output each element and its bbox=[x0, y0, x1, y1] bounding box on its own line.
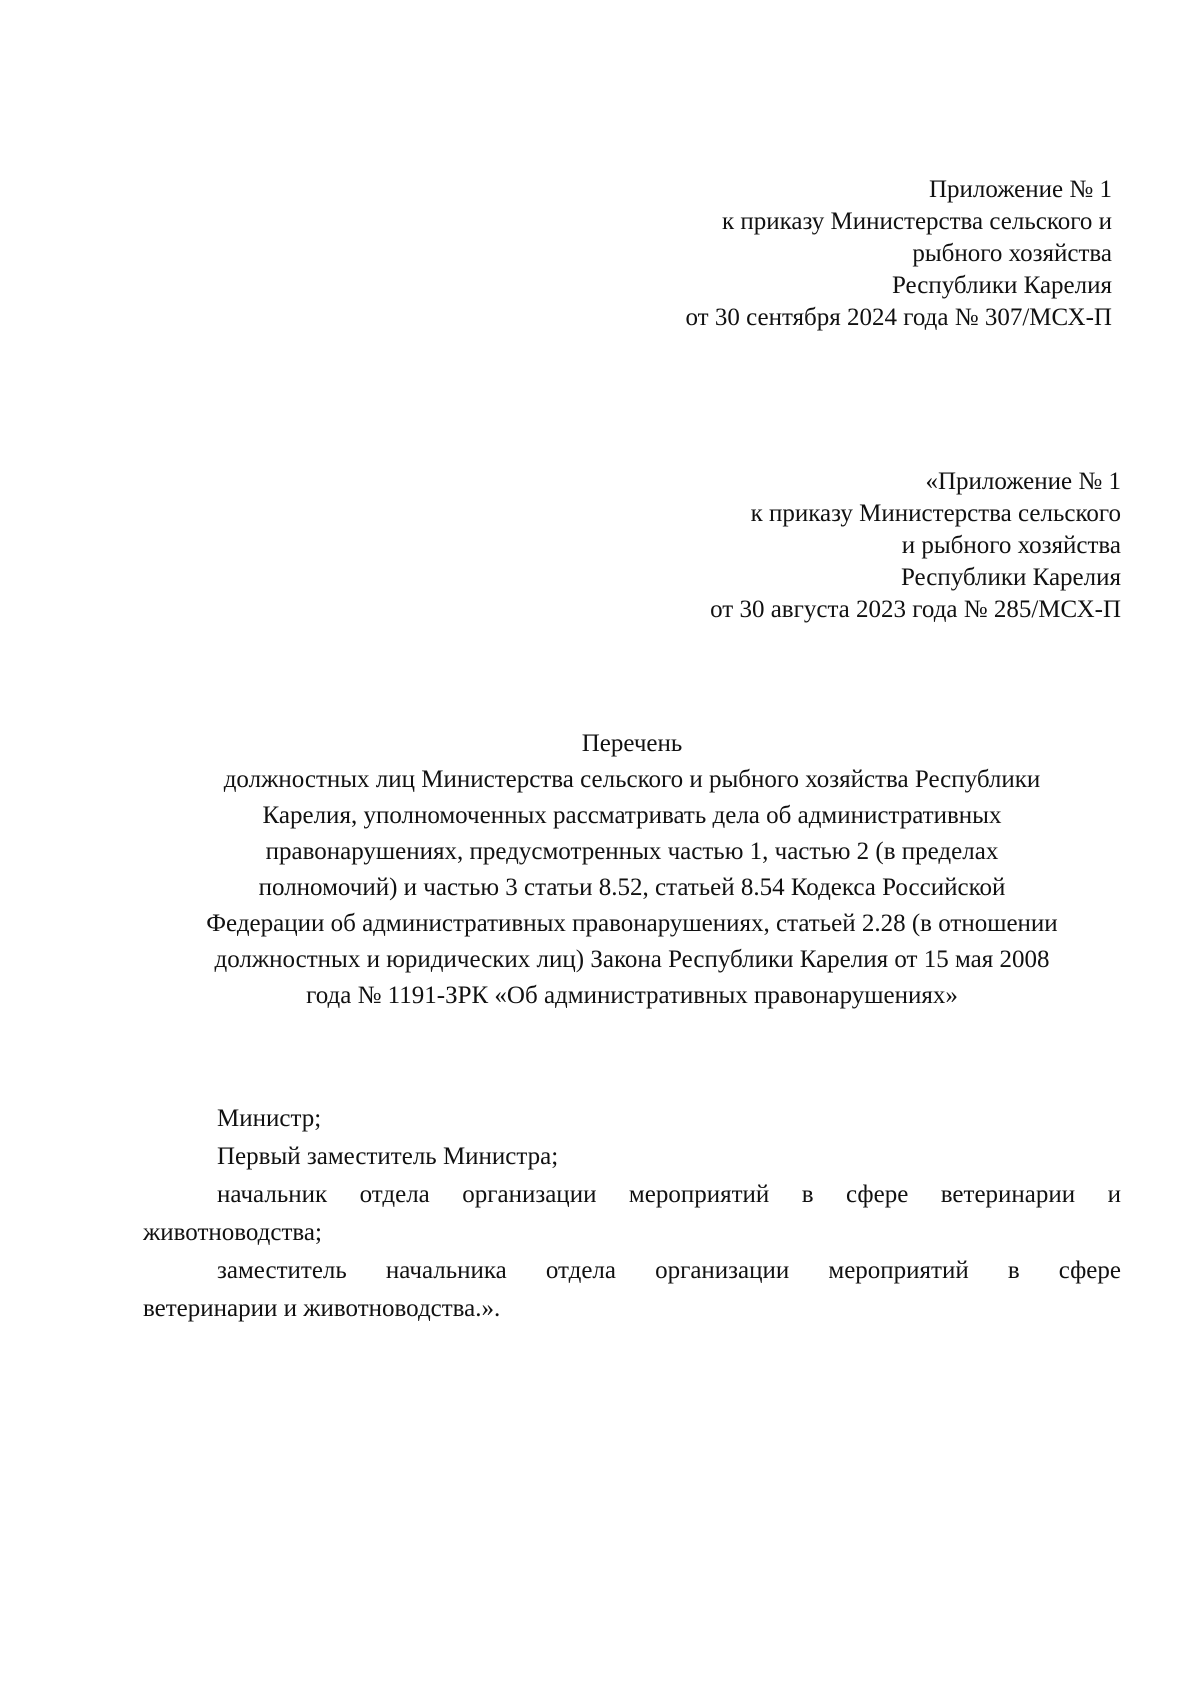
title-line: Карелия, уполномоченных рассматривать дела об административных bbox=[262, 802, 1002, 829]
title-line: года № 1191-ЗРК «Об административных правонарушениях» bbox=[306, 982, 958, 1009]
appendix-order-date: от 30 августа 2023 года № 285/МСХ-П bbox=[710, 596, 1121, 623]
appendix-header-previous bbox=[710, 466, 1121, 626]
title-line: должностных лиц Министерства сельского и рыбного хозяйства Республики bbox=[223, 766, 1041, 793]
document-title bbox=[142, 726, 1122, 1014]
position-item-line: начальник отдела организации мероприятий в сфере ветеринарии и bbox=[217, 1181, 1121, 1208]
appendix-header-current bbox=[685, 174, 1112, 334]
positions-list bbox=[143, 1100, 1121, 1328]
position-item: Первый заместитель Министра; bbox=[217, 1143, 559, 1170]
position-item: Министр; bbox=[217, 1105, 322, 1132]
appendix-order-ref: и рыбного хозяйства bbox=[901, 532, 1121, 559]
appendix-number: Приложение № 1 bbox=[928, 176, 1112, 203]
appendix-number: «Приложение № 1 bbox=[925, 468, 1121, 495]
appendix-order-ref: рыбного хозяйства bbox=[912, 240, 1112, 267]
title-line: полномочий) и частью 3 статьи 8.52, статьей 8.54 Кодекса Российской bbox=[258, 874, 1006, 901]
appendix-order-ref: к приказу Министерства сельского bbox=[750, 500, 1121, 527]
position-item-line: заместитель начальника отдела организации мероприятий в сфере bbox=[217, 1257, 1121, 1284]
appendix-order-ref: Республики Карелия bbox=[900, 564, 1121, 591]
title-line: Федерации об административных правонарушениях, статьей 2.28 (в отношении bbox=[206, 910, 1058, 937]
title-line: должностных и юридических лиц) Закона Республики Карелия от 15 мая 2008 bbox=[214, 946, 1050, 973]
appendix-order-ref: Республики Карелия bbox=[891, 272, 1112, 299]
position-item-line: ветеринарии и животноводства.». bbox=[143, 1295, 501, 1322]
appendix-order-ref: к приказу Министерства сельского и bbox=[721, 208, 1112, 235]
position-item-line: животноводства; bbox=[143, 1219, 322, 1246]
appendix-order-date: от 30 сентября 2024 года № 307/МСХ-П bbox=[685, 304, 1112, 331]
title-line: правонарушениях, предусмотренных частью 1, частью 2 (в пределах bbox=[265, 838, 999, 865]
title-heading: Перечень bbox=[581, 730, 683, 757]
